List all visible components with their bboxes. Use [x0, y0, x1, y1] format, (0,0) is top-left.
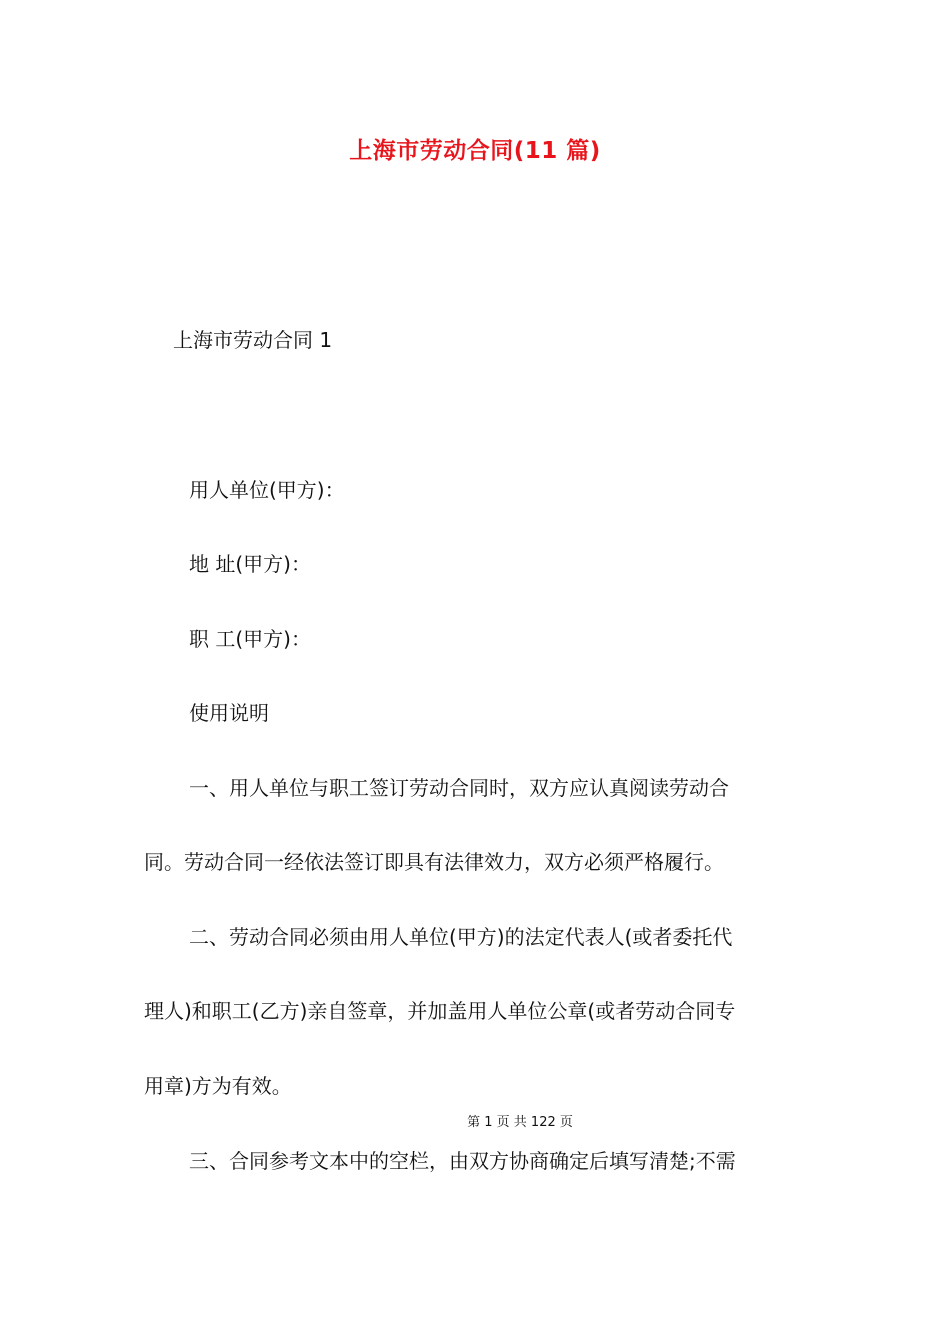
- address-field-label: 地 址(甲方)：: [189, 552, 311, 576]
- employee-field-label: 职 工(甲方)：: [189, 627, 311, 651]
- page-footer: [0, 1114, 950, 1132]
- paragraph-2-line-2: 理人)和职工(乙方)亲自签章，并加盖用人单位公章(或者劳动合同专: [144, 999, 736, 1023]
- employer-field-label: 用人单位(甲方)：: [189, 478, 345, 502]
- paragraph-1-line-2: 同。劳动合同一经依法签订即具有法律效力，双方必须严格履行。: [144, 850, 724, 874]
- usage-heading: 使用说明: [189, 701, 269, 725]
- section-heading: 上海市劳动合同 1: [173, 328, 333, 352]
- document-title: 上海市劳动合同(11 篇): [349, 138, 601, 164]
- paragraph-2-line-1: 二、劳动合同必须由用人单位(甲方)的法定代表人(或者委托代: [189, 925, 733, 949]
- paragraph-1-line-1: 一、用人单位与职工签订劳动合同时，双方应认真阅读劳动合: [189, 776, 729, 800]
- paragraph-3-line-1: 三、合同参考文本中的空栏，由双方协商确定后填写清楚;不需: [189, 1149, 736, 1173]
- page-number: 第 1 页 共 122 页: [467, 1115, 573, 1130]
- paragraph-2-line-3: 用章)方为有效。: [144, 1074, 292, 1098]
